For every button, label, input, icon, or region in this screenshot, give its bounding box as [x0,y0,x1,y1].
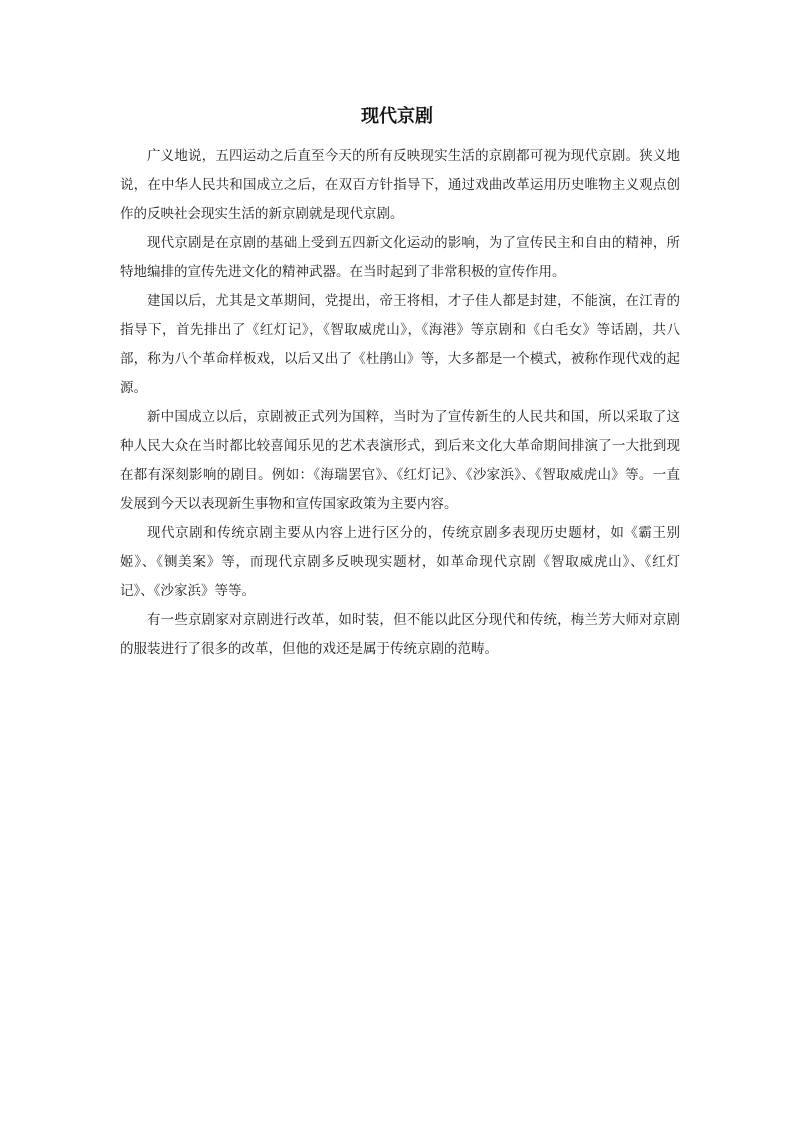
paragraph-3: 建国以后，尤其是文革期间，党提出，帝王将相，才子佳人都是封建，不能演，在江青的指导下，首先排出了《红灯记》，《智取威虎山》，《海港》等京剧和《白毛女》等话剧，共八部，称为八个革命样板戏，以后又出了《杜鹃山》等，大多都是一个模式，被称作现代戏的起源。 [120,293,680,396]
paragraph-1: 广义地说，五四运动之后直至今天的所有反映现实生活的京剧都可视为现代京剧。狭义地说，在中华人民共和国成立之后，在双百方针指导下，通过戏曲改革运用历史唯物主义观点创作的反映社会现实生活的新京剧就是现代京剧。 [120,148,680,222]
paragraph-6: 有一些京剧家对京剧进行改革，如时装，但不能以此区分现代和传统，梅兰芳大师对京剧的服装进行了很多的改革，但他的戏还是属于传统京剧的范畴。 [120,612,680,657]
paragraph-5: 现代京剧和传统京剧主要从内容上进行区分的，传统京剧多表现历史题材，如《霸王别姬》、《铡美案》等，而现代京剧多反映现实题材，如革命现代京剧《智取威虎山》、《红灯记》、《沙家浜》等等。 [120,525,680,599]
paragraph-2: 现代京剧是在京剧的基础上受到五四新文化运动的影响，为了宣传民主和自由的精神，所特地编排的宣传先进文化的精神武器。在当时起到了非常积极的宣传作用。 [120,235,680,280]
document-body [120,142,680,664]
paragraph-4: 新中国成立以后，京剧被正式列为国粹，当时为了宣传新生的人民共和国，所以采取了这种人民大众在当时都比较喜闻乐见的艺术表演形式，到后来文化大革命期间排演了一大批到现在都有深刻影响的剧目。例如：《海瑞罢官》、《红灯记》、《沙家浜》、《智取威虎山》等。一直发展到今天以表现新生事物和宣传国家政策为主要内容。 [120,409,680,512]
document-title: 现代京剧 [361,106,433,127]
